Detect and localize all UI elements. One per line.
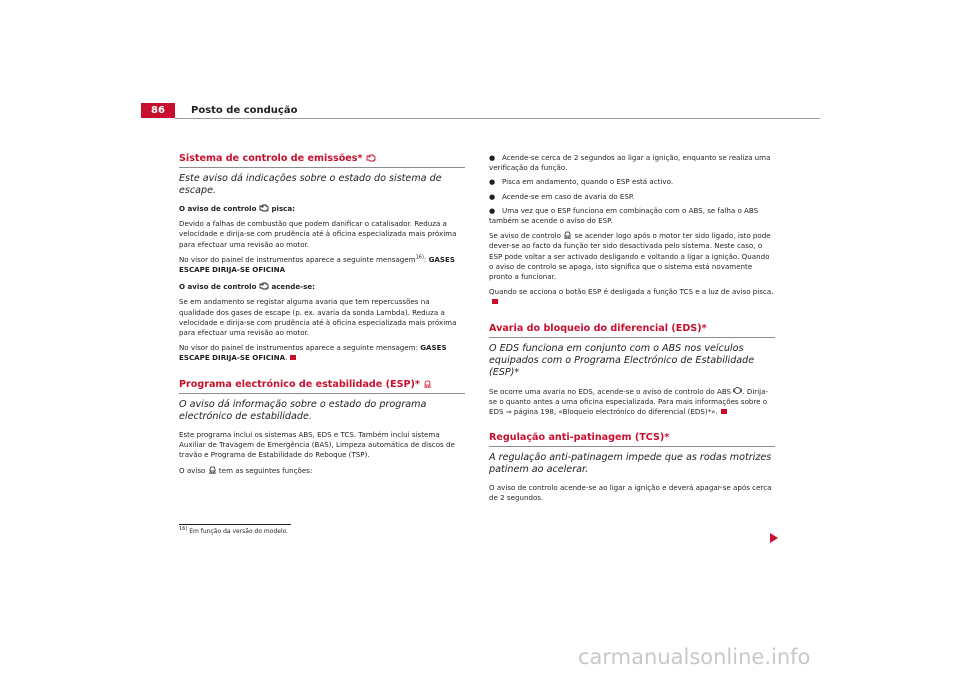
emissions-message-paragraph: No visor do painel de instrumentos aparece a seguinte mensagem: GASES ESCAPE DIRIJA-SE OFICINA. <box>179 343 447 363</box>
footnote-reference: 16) <box>415 254 424 261</box>
esp-car-icon <box>563 230 572 239</box>
page-number: 86 <box>141 103 175 118</box>
tcs-section-title: Regulação anti-patinagem (TCS)* <box>489 431 775 447</box>
tcs-lead: A regulação anti-patinagem impede que as rodas motrizes patinem ao acelerar. <box>489 452 772 476</box>
red-square-end-icon <box>290 355 296 360</box>
esp-car-icon <box>423 379 432 388</box>
esp-paragraph: Este programa inclui os sistemas ABS, EDS e TCS. Também inclui sistema Auxiliar de Travagem de Emergência (BAS), Limpeza automática de discos de travão e Programa de Estabilidade do Reboque (TSP). <box>179 429 455 460</box>
watermark: carmanualsonline.info <box>578 645 811 669</box>
esp-paragraph: Quando se acciona o botão ESP é desligada a função TCS e a luz de aviso pisca. <box>489 287 775 307</box>
emissions-paragraph: Devido a falhas de combustão que podem danificar o catalisador. Reduza a velocidade e dirija-se com prudência até à oficina especializada mais próxima para efectuar uma revisão ao motor. <box>179 219 457 249</box>
engine-warning-lamp-icon <box>259 204 269 212</box>
list-item: ● Acende-se em caso de avaria do ESP. <box>489 191 635 201</box>
left-column <box>179 152 465 481</box>
footnote <box>179 528 288 536</box>
footnote-text: Em função da versão do modelo. <box>189 528 289 535</box>
display-message: GASES ESCAPE DIRIJA-SE OFICINA <box>179 254 455 275</box>
abs-icon <box>733 386 742 395</box>
esp-section-title: Programa electrónico de estabilidade (ESP)* <box>179 378 465 394</box>
eds-lead: O EDS funciona em conjunto com o ABS nos veículos equipados com o Programa Electrónico de Estabilidade (ESP)* <box>489 342 755 378</box>
emissions-lead: Este aviso dá indicações sobre o estado do sistema de escape. <box>179 173 442 196</box>
arrow-right-icon <box>768 532 780 544</box>
list-item: ● Pisca em andamento, quando o ESP está activo. <box>489 177 674 187</box>
footnote-rule <box>179 524 291 525</box>
footnote-mark: 16) <box>179 526 188 532</box>
engine-warning-lamp-icon <box>366 154 376 162</box>
esp-paragraph: Se aviso de controlo se acender logo após o motor ter sido ligado, isto pode dever-se ao facto da função ter sido desactivada pelo sistema. Neste caso, o ESP pode voltar a ser activado desligando e voltando a ligar a ignição. Quando o aviso de controlo se apaga, isto significa que o sistema está novamente pronto a funcionar. <box>489 231 771 282</box>
eds-section-title: Avaria do bloqueio do diferencial (EDS)* <box>489 322 775 338</box>
right-column <box>489 153 775 509</box>
page-header-title: Posto de condução <box>191 105 298 116</box>
emissions-paragraph: Se em andamento se registar alguma avaria que tem repercussões na qualidade dos gases de escape (p. ex. avaria da sonda Lambda). Reduza a velocidade e dirija-se com prudência até à oficina especializada mais próxima para efectuar uma revisão ao motor. <box>179 297 457 338</box>
emissions-section-title: Sistema de controlo de emissões* <box>179 152 465 168</box>
list-item: ● Acende-se cerca de 2 segundos ao ligar a ignição, enquanto se realiza uma verificação da função. <box>489 153 771 173</box>
esp-lead: O aviso dá informação sobre o estado do programa electrónico de estabilidade. <box>179 398 427 422</box>
eds-paragraph: Se ocorre uma avaria no EDS, acende-se o aviso de controlo do ABS . Dirija-se o quanto antes a uma oficina especializada. Para mais informações sobre o EDS ⇒ página 198, «Bloqueio electrónico do diferencial (EDS)*». <box>489 386 769 417</box>
display-message: GASES ESCAPE DIRIJA-SE OFICINA <box>179 343 447 363</box>
red-square-end-icon <box>721 409 727 414</box>
engine-warning-lamp-icon <box>259 282 269 290</box>
tcs-paragraph: O aviso de controlo acende-se ao ligar a ignição e deverá apagar-se após cerca de 2 segundos. <box>489 483 772 503</box>
header-rule <box>175 118 820 119</box>
emissions-heading-lights: O aviso de controlo acende-se: <box>179 282 315 292</box>
emissions-heading-flashes: O aviso de controlo pisca: <box>179 204 295 213</box>
list-item: ● Uma vez que o ESP funciona em combinação com o ABS, se falha o ABS também se acende o aviso do ESP. <box>489 205 759 226</box>
emissions-message-paragraph: No visor do painel de instrumentos aparece a seguinte mensagem$^{16)}$: GASES ESCAPE DIRIJA-SE OFICINA <box>179 254 455 275</box>
red-square-end-icon <box>492 299 498 304</box>
esp-car-icon <box>208 465 217 474</box>
esp-functions-intro: O aviso tem as seguintes funções: <box>179 466 313 476</box>
